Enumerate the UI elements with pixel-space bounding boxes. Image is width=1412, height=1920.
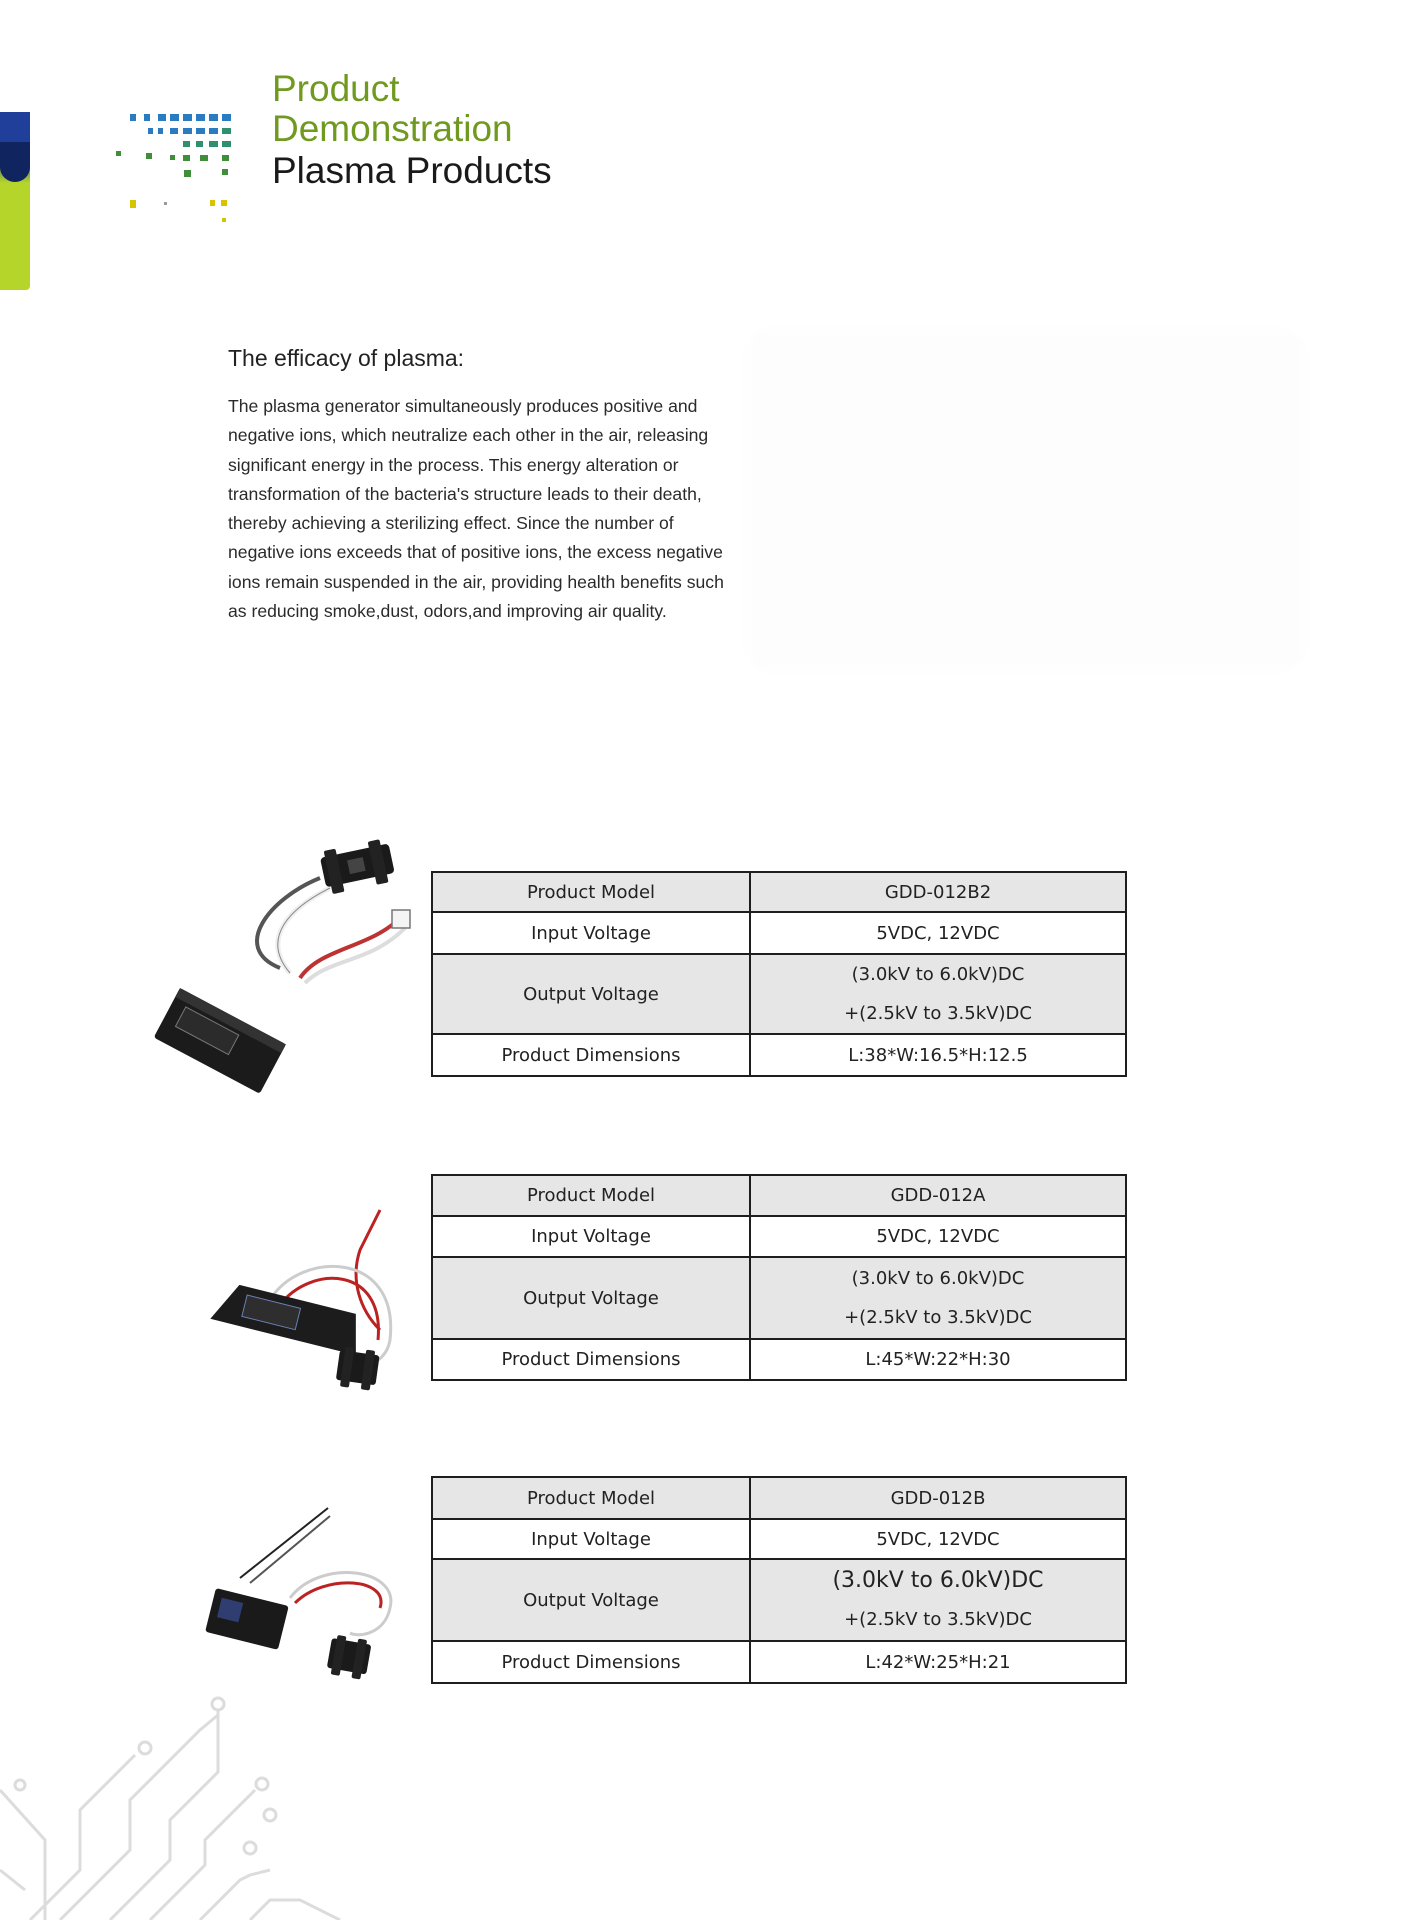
plasma-generator-gdd012b-image <box>210 1508 420 1698</box>
table-row <box>432 1257 1126 1339</box>
header-subtitle: Plasma Products <box>272 150 552 191</box>
output-voltage-cell <box>750 1257 1126 1339</box>
dimensions-value: L:38*W:16.5*H:12.5 <box>750 1034 1126 1076</box>
company-logo-icon <box>108 108 248 228</box>
dimensions-value: L:42*W:25*H:21 <box>750 1641 1126 1683</box>
output-voltage-label: Output Voltage <box>432 1559 750 1641</box>
output-voltage-cell <box>750 954 1126 1034</box>
model-value: GDD-012A <box>750 1175 1126 1216</box>
input-voltage-label: Input Voltage <box>432 1519 750 1559</box>
dimensions-value: L:45*W:22*H:30 <box>750 1339 1126 1380</box>
input-voltage-label: Input Voltage <box>432 912 750 954</box>
output-voltage-positive: +(2.5kV to 3.5kV)DC <box>844 1003 1032 1024</box>
output-voltage-label: Output Voltage <box>432 1257 750 1339</box>
dimensions-label: Product Dimensions <box>432 1034 750 1076</box>
table-row <box>432 1175 1126 1216</box>
model-label: Product Model <box>432 872 750 912</box>
circuit-trace-decoration <box>0 1690 400 1920</box>
efficacy-line: ions remain suspended in the air, providing health benefits such <box>228 571 724 592</box>
image-placeholder-panel <box>752 335 1300 665</box>
efficacy-line: significant energy in the process. This energy alteration or <box>228 454 679 475</box>
table-row <box>432 1216 1126 1257</box>
left-edge-accent-bar <box>0 112 30 290</box>
output-voltage-cell <box>750 1559 1126 1641</box>
efficacy-heading: The efficacy of plasma: <box>228 345 465 371</box>
header-title-line2: Demonstration <box>272 108 513 149</box>
efficacy-line: transformation of the bacteria's structure leads to their death, <box>228 483 702 504</box>
spec-table-gdd012b2 <box>431 871 1127 1077</box>
input-voltage-value: 5VDC, 12VDC <box>750 912 1126 954</box>
input-voltage-value: 5VDC, 12VDC <box>750 1216 1126 1257</box>
spec-table-gdd012a <box>431 1174 1127 1381</box>
efficacy-line: negative ions exceeds that of positive ions, the excess negative <box>228 542 723 563</box>
table-row <box>432 1641 1126 1683</box>
efficacy-line: negative ions, which neutralize each other in the air, releasing <box>228 425 709 446</box>
efficacy-line: The plasma generator simultaneously produces positive and <box>228 396 698 416</box>
dimensions-label: Product Dimensions <box>432 1641 750 1683</box>
output-voltage-positive: +(2.5kV to 3.5kV)DC <box>844 1307 1032 1328</box>
plasma-generator-gdd012a-image <box>210 1210 420 1400</box>
table-row <box>432 1034 1126 1076</box>
output-voltage-negative: (3.0kV to 6.0kV)DC <box>832 1568 1044 1593</box>
efficacy-paragraph <box>228 392 758 626</box>
efficacy-line: as reducing smoke,dust, odors,and improving air quality. <box>228 601 667 622</box>
spec-table-gdd012b <box>431 1476 1127 1684</box>
output-voltage-label: Output Voltage <box>432 954 750 1034</box>
model-label: Product Model <box>432 1477 750 1519</box>
model-label: Product Model <box>432 1175 750 1216</box>
plasma-generator-gdd012b2-image <box>170 838 420 1088</box>
model-value: GDD-012B2 <box>750 872 1126 912</box>
output-voltage-negative: (3.0kV to 6.0kV)DC <box>851 1268 1025 1289</box>
table-row <box>432 912 1126 954</box>
output-voltage-positive: +(2.5kV to 3.5kV)DC <box>844 1609 1032 1630</box>
input-voltage-value: 5VDC, 12VDC <box>750 1519 1126 1559</box>
output-voltage-negative: (3.0kV to 6.0kV)DC <box>851 964 1025 985</box>
table-row <box>432 954 1126 1034</box>
table-row <box>432 1477 1126 1519</box>
table-row <box>432 872 1126 912</box>
efficacy-line: thereby achieving a sterilizing effect. Since the number of <box>228 513 674 534</box>
dimensions-label: Product Dimensions <box>432 1339 750 1380</box>
table-row <box>432 1519 1126 1559</box>
input-voltage-label: Input Voltage <box>432 1216 750 1257</box>
header-title-line1: Product <box>272 68 400 109</box>
table-row <box>432 1559 1126 1641</box>
table-row <box>432 1339 1126 1380</box>
model-value: GDD-012B <box>750 1477 1126 1519</box>
